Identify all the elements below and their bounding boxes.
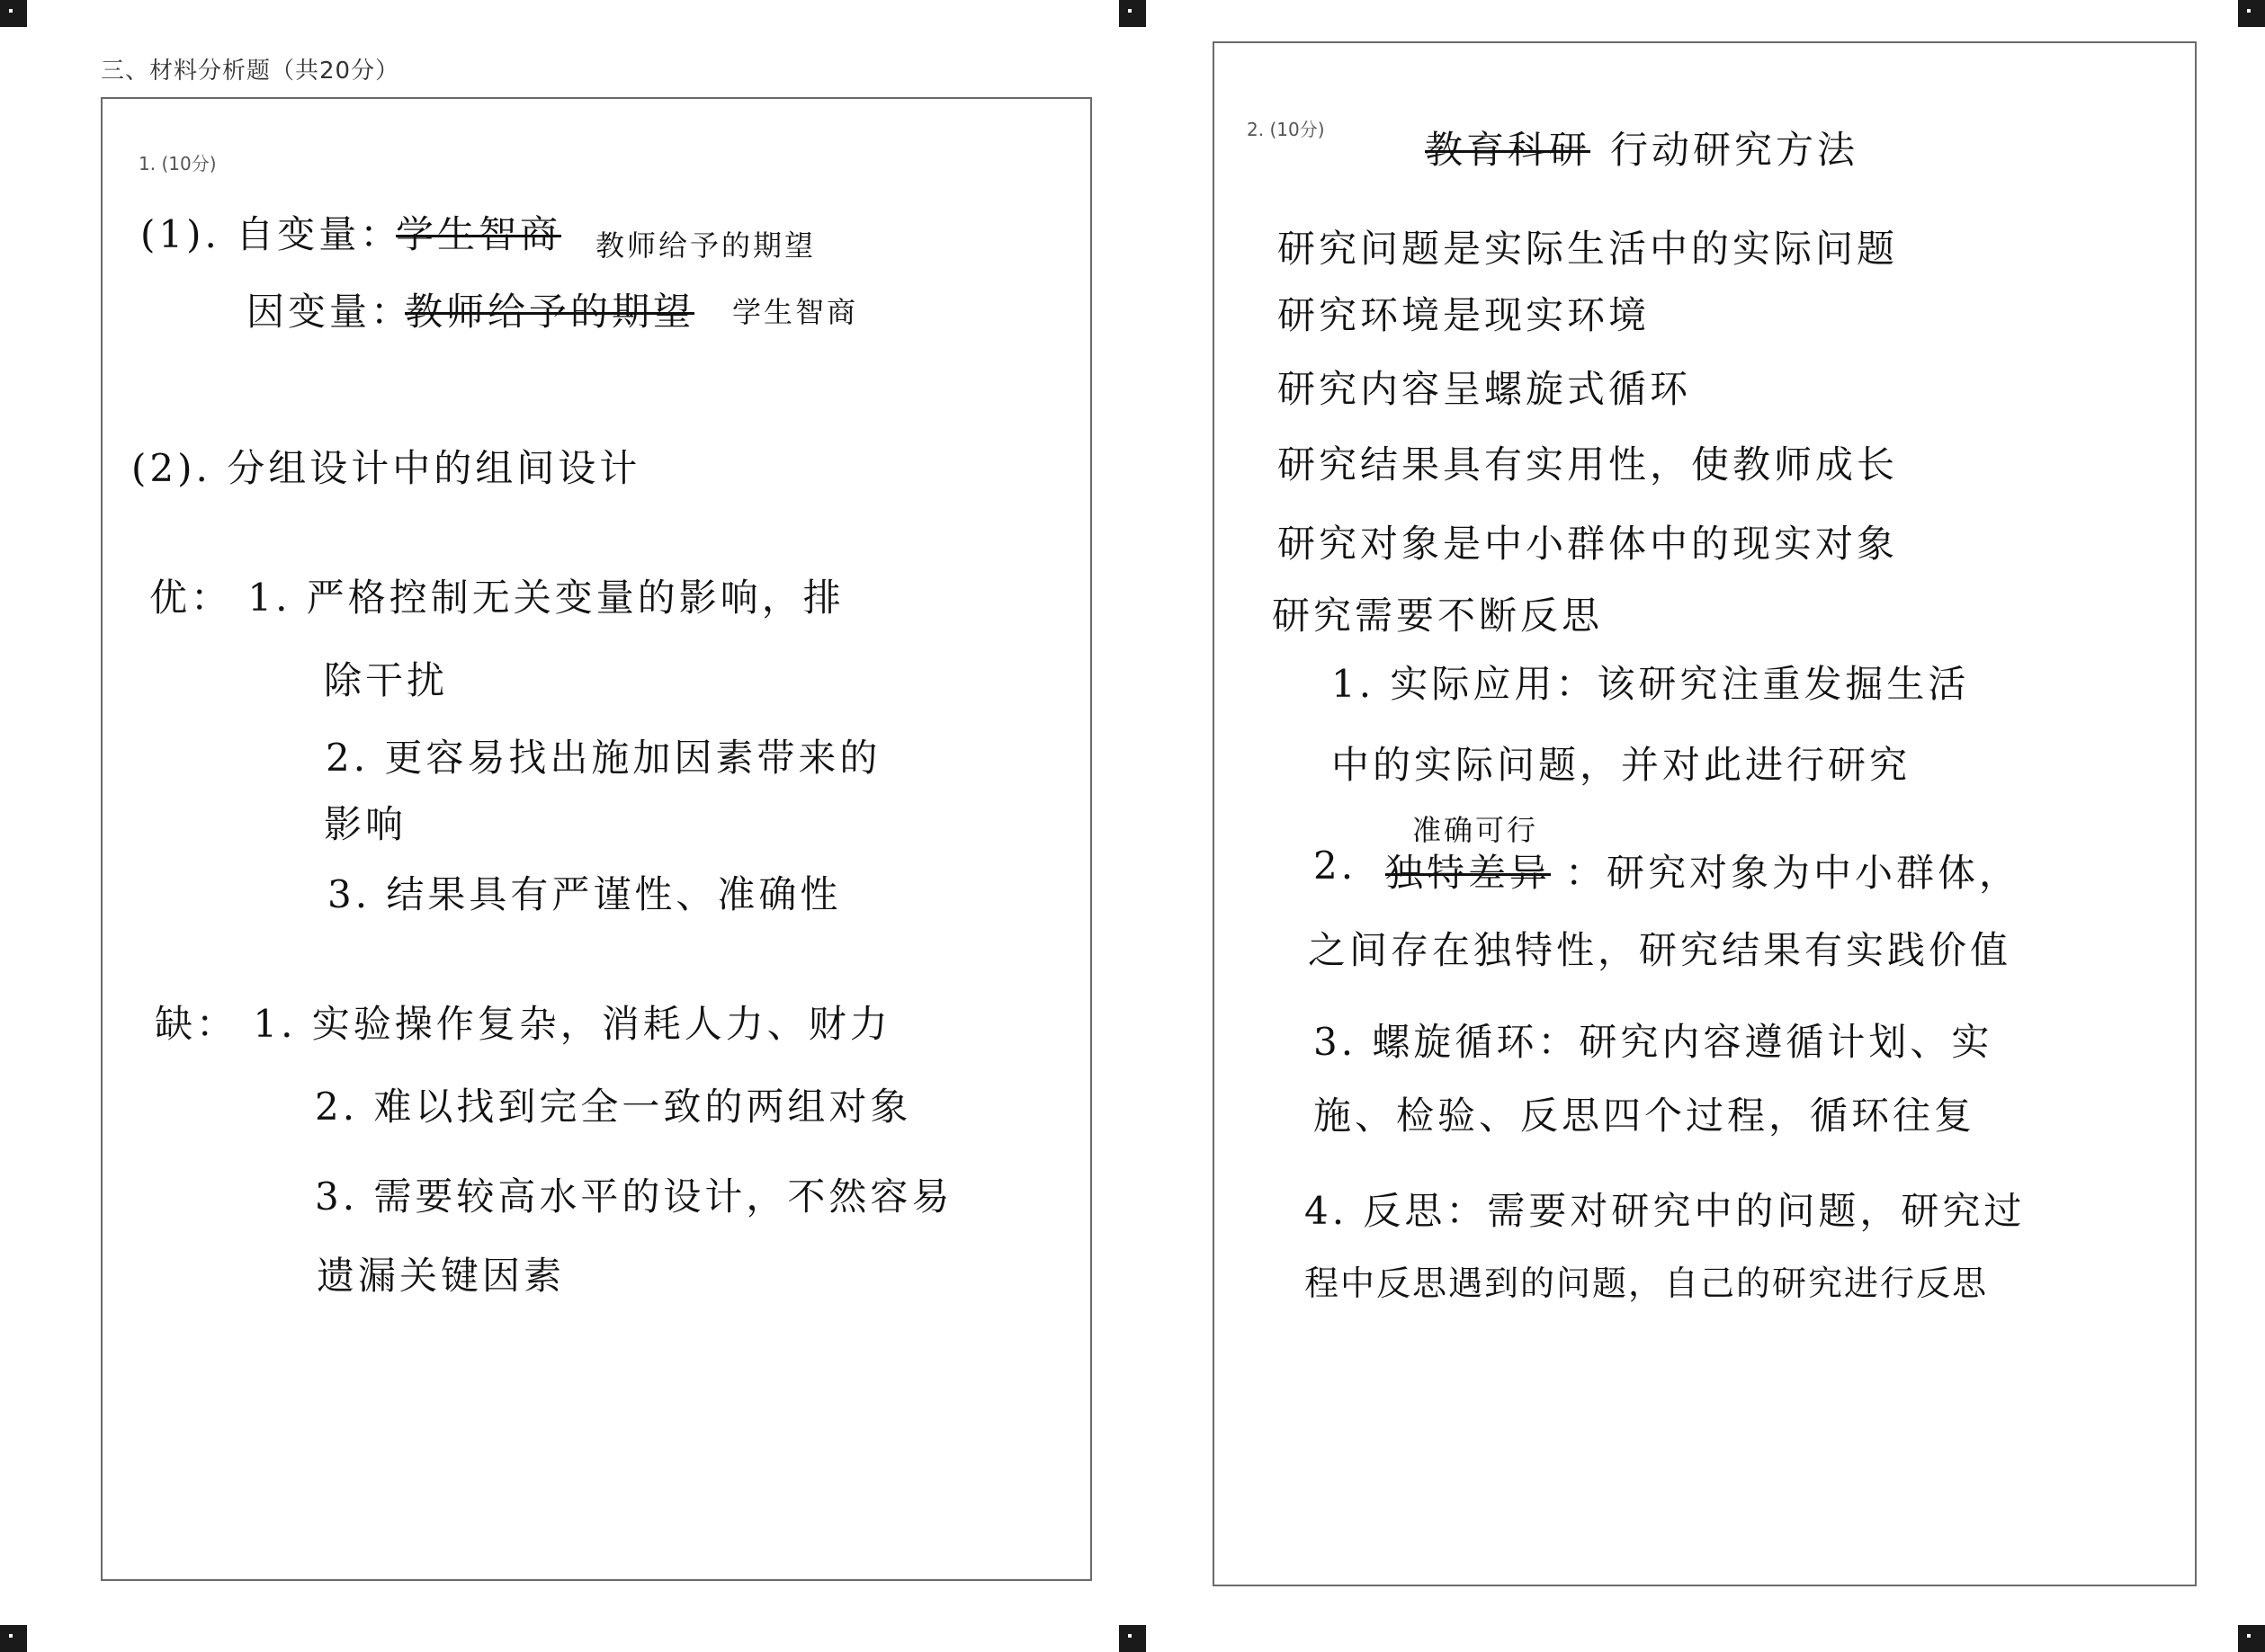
handwritten-line: 研究结果具有实用性，使教师成长 [1277,442,1899,487]
handwritten-line: 研究问题是实际生活中的实际问题 [1277,227,1899,271]
handwritten-line: 研究对象是中小群体中的现实对象 [1277,522,1899,566]
handwritten-line: 中的实际问题，并对此进行研究 [1331,743,1911,787]
struck-title: 教育科研 [1425,128,1591,172]
question-number: 1. (10分) [139,153,217,174]
handwritten-line: 程中反思遇到的问题，自己的研究进行反思 [1304,1264,1989,1303]
handwritten-line: 除干扰 [324,658,449,702]
handwritten-line: 因变量： [246,290,413,334]
struck-text: 学生智商 [396,212,562,256]
handwritten-line: 1. 实际应用：该研究注重发掘生活 [1331,662,1970,706]
answer-box-question-1 [101,97,1092,1581]
question-number: 2. (10分) [1247,119,1325,140]
handwritten-line: 研究需要不断反思 [1272,594,1604,638]
handwritten-line: 研究环境是现实环境 [1277,293,1651,337]
answer-title: 行动研究方法 [1610,128,1859,172]
section-title: 三、材料分析题（共20分） [101,58,400,85]
registration-marker-bottom-right [2238,1625,2265,1652]
registration-marker-top-center [1119,0,1146,27]
handwritten-line: 4. 反思：需要对研究中的问题，研究过 [1304,1189,2026,1233]
registration-marker-top-right [2238,0,2265,27]
handwritten-line: 遗漏关键因素 [317,1254,566,1298]
handwritten-line: 2. 难以找到完全一致的两组对象 [315,1085,912,1129]
registration-marker-top-left [0,0,27,27]
handwritten-line: 2. [1313,844,1357,888]
answer-box-question-2 [1213,41,2197,1586]
handwritten-line: 之间存在独特性，研究结果有实践价值 [1308,928,2012,972]
struck-text: 独特差异 [1385,851,1552,895]
registration-marker-bottom-center [1119,1625,1146,1652]
handwritten-line: (2). 分组设计中的组间设计 [131,446,641,490]
handwritten-line: ：研究对象为中小群体， [1565,851,2021,895]
handwritten-line: 影响 [324,802,407,846]
handwritten-insertion: 准确可行 [1412,813,1539,847]
handwritten-line: 3. 螺旋循环：研究内容遵循计划、实 [1313,1020,1993,1064]
handwritten-line: 缺： 1. 实验操作复杂，消耗人力、财力 [155,1002,891,1046]
handwritten-line: 施、检验、反思四个过程，循环往复 [1313,1094,1976,1138]
registration-marker-bottom-left [0,1625,27,1652]
struck-text: 教师给予的期望 [405,290,695,334]
handwritten-line: 优： 1. 严格控制无关变量的影响，排 [149,576,845,620]
handwritten-line: 研究内容呈螺旋式循环 [1277,367,1692,411]
handwritten-line: 3. 需要较高水平的设计，不然容易 [315,1174,953,1219]
handwritten-line: (1). 自变量： [140,212,402,256]
handwritten-line: 3. 结果具有严谨性、准确性 [327,872,842,916]
handwritten-line: 教师给予的期望 [595,228,817,263]
handwritten-line: 学生智商 [732,295,859,329]
handwritten-line: 2. 更容易找出施加因素带来的 [326,736,882,780]
